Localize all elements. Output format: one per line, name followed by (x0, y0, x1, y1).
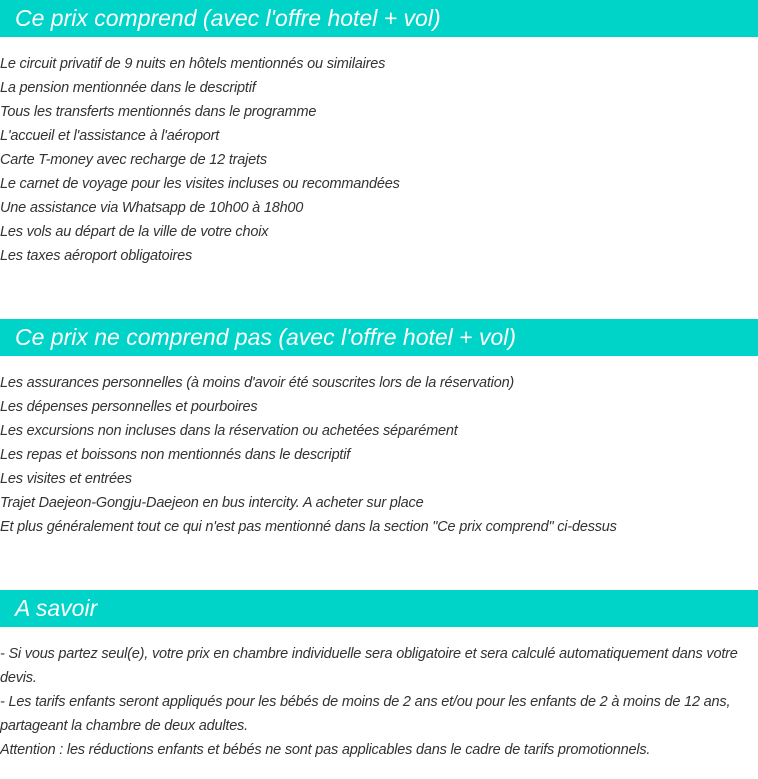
info-paragraph-attention: Attention : les réductions enfants et bébés ne sont pas applicables dans le cadre de tarifs promotionnels. (0, 742, 651, 758)
list-item: Les visites et entrées (0, 471, 132, 487)
info-paragraph-child-rates: - Les tarifs enfants seront appliqués pour les bébés de moins de 2 ans et/ou pour les enfants de 2 à moins de 12 ans, partageant la chambre de deux adultes. (0, 694, 731, 734)
list-item: L'accueil et l'assistance à l'aéroport (0, 128, 220, 144)
included-list (0, 52, 758, 268)
list-item: Le carnet de voyage pour les visites incluses ou recommandées (0, 176, 400, 192)
list-item: Les assurances personnelles (à moins d'avoir été souscrites lors de la réservation) (0, 375, 515, 391)
not-included-list (0, 371, 758, 539)
list-item: Et plus généralement tout ce qui n'est pas mentionné dans la section "Ce prix comprend" ci-dessus (0, 519, 617, 535)
list-item: Tous les transferts mentionnés dans le programme (0, 104, 317, 120)
section-header-not-included: Ce prix ne comprend pas (avec l'offre hotel + vol) (0, 319, 758, 356)
list-item: Les excursions non incluses dans la réservation ou achetées séparément (0, 423, 458, 439)
info-paragraph-single-room: - Si vous partez seul(e), votre prix en chambre individuelle sera obligatoire et sera calculé automatiquement dans votre devis. (0, 646, 738, 686)
section-header-good-to-know: A savoir (0, 590, 758, 627)
list-item: Trajet Daejeon-Gongju-Daejeon en bus intercity. A acheter sur place (0, 495, 424, 511)
list-item: Les taxes aéroport obligatoires (0, 248, 193, 264)
list-item: Carte T-money avec recharge de 12 trajets (0, 152, 267, 168)
section-header-included: Ce prix comprend (avec l'offre hotel + vol) (0, 0, 758, 37)
list-item: Les vols au départ de la ville de votre choix (0, 224, 269, 240)
list-item: Une assistance via Whatsapp de 10h00 à 18h00 (0, 200, 304, 216)
list-item: Les dépenses personnelles et pourboires (0, 399, 258, 415)
list-item: La pension mentionnée dans le descriptif (0, 80, 256, 96)
list-item: Le circuit privatif de 9 nuits en hôtels mentionnés ou similaires (0, 56, 386, 72)
list-item: Les repas et boissons non mentionnés dans le descriptif (0, 447, 351, 463)
